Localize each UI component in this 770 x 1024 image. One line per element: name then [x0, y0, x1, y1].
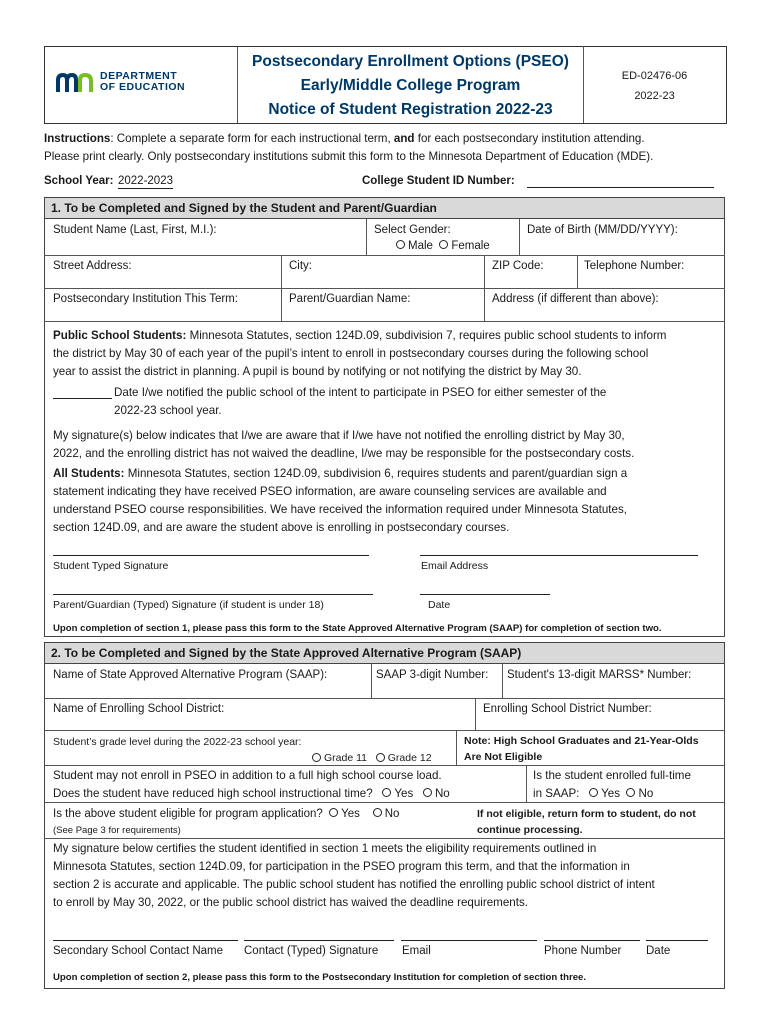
fulltime-question: Is the student enrolled full-time in SAAP: Yes No [533, 769, 691, 800]
contact-phone-line[interactable] [544, 940, 640, 941]
gender-label: Select Gender: [374, 224, 451, 236]
grade-12-radio[interactable] [376, 753, 385, 762]
mn-logo-icon [56, 72, 94, 94]
grade-options: Grade 11 Grade 12 [312, 751, 432, 766]
mde-logo [56, 70, 206, 96]
student-name-field[interactable]: Student Name (Last, First, M.I.): [53, 224, 217, 236]
section1-completion-note: Upon completion of section 1, please pass this form to the State Approved Alternative Program (SAAP) for completion of section two. [53, 623, 662, 634]
contact-email-line[interactable] [401, 940, 537, 941]
contact-date-label: Date [646, 945, 671, 957]
course-load-text: Student may not enroll in PSEO in addition to a full high school course load. Does the student have reduced high school instructional time? Yes No [53, 769, 450, 800]
contact-name-label: Secondary School Contact Name [53, 945, 224, 957]
contact-email-label: Email [402, 945, 431, 957]
female-radio[interactable] [439, 240, 448, 249]
guardian-field[interactable]: Parent/Guardian Name: [289, 293, 411, 305]
grade-label: Student’s grade level during the 2022-23 school year: [53, 736, 302, 748]
form-year: 2022-23 [634, 90, 675, 102]
marss-number-field[interactable]: Student's 13-digit MARSS* Number: [507, 669, 692, 681]
contact-phone-label: Phone Number [544, 945, 622, 957]
phone-field[interactable]: Telephone Number: [584, 260, 685, 272]
student-signature-line[interactable] [53, 555, 369, 556]
section1-heading: 1. To be Completed and Signed by the Student and Parent/Guardian [44, 197, 725, 219]
instructions-label: Instructions [44, 132, 111, 145]
fulltime-yes-radio[interactable] [589, 788, 598, 797]
address-alt-field[interactable]: Address (if different than above): [492, 293, 659, 305]
signature-paragraph: My signature(s) below indicates that I/we are aware that if I/we have not notified the enrolling district by May 30, 2022, and the enrolling district has not waived the deadline, I/we may be responsible for the postsecondary costs. [53, 429, 635, 460]
section2-heading: 2. To be Completed and Signed by the State Approved Alternative Program (SAAP) [44, 642, 725, 664]
eligible-no-radio[interactable] [373, 808, 382, 817]
form-id: ED-02476-06 [621, 70, 688, 82]
saap-number-field[interactable]: SAAP 3-digit Number: [376, 669, 489, 681]
section2-completion-note: Upon completion of section 2, please pass this form to the Postsecondary Institution for completion of section three. [53, 972, 587, 983]
svg-text:mn: mn [75, 89, 77, 90]
fulltime-no-radio[interactable] [626, 788, 635, 797]
dob-field[interactable]: Date of Birth (MM/DD/YYYY): [527, 224, 678, 236]
contact-date-line[interactable] [646, 940, 708, 941]
district-name-field[interactable]: Name of Enrolling School District: [53, 703, 225, 715]
gender-options: Male Female [396, 239, 490, 254]
graduate-note: Note: High School Graduates and 21-Year-Olds Are Not Eligible [464, 735, 699, 763]
date-notified-text: Date I/we notified the public school of the intent to participate in PSEO for either semester of the 2022-23 school year. [114, 386, 607, 417]
contact-name-line[interactable] [53, 940, 238, 941]
title-line-2: Early/Middle College Program [300, 77, 521, 94]
logo-line-2: OF EDUCATION [100, 81, 186, 93]
city-field[interactable]: City: [289, 260, 312, 272]
zip-field[interactable]: ZIP Code: [492, 260, 544, 272]
saap-name-field[interactable]: Name of State Approved Alternative Program (SAAP): [53, 669, 328, 681]
college-id-field[interactable] [527, 187, 714, 188]
parent-signature-label: Parent/Guardian (Typed) Signature (if student is under 18) [53, 599, 324, 611]
public-school-paragraph: Public School Students: Minnesota Statutes, section 124D.09, subdivision 7, requires public school students to inform the district by May 30 of each year of the pupil’s intent to enroll in postsecondary courses during the following school year to assist the district in planning. A pupil is bound by notifying or not notifying the district by May 30. [53, 329, 667, 378]
parent-date-line[interactable] [420, 594, 550, 595]
reduced-no-radio[interactable] [423, 788, 432, 797]
eligible-yes-radio[interactable] [329, 808, 338, 817]
title-line-1: Postsecondary Enrollment Options (PSEO) [252, 53, 569, 70]
student-signature-label: Student Typed Signature [53, 560, 169, 572]
institution-field[interactable]: Postsecondary Institution This Term: [53, 293, 238, 305]
instructions: Instructions: Complete a separate form for each instructional term, and for each postsecondary institution attending. Please print clearly. Only postsecondary institutions submit this form to the Minnesota Department of Education (MDE). [44, 132, 654, 163]
email-label: Email Address [421, 560, 489, 572]
school-year-value[interactable]: 2022-2023 [118, 175, 173, 187]
college-id-label: College Student ID Number: [362, 175, 515, 187]
contact-signature-line[interactable] [244, 940, 394, 941]
contact-signature-label: Contact (Typed) Signature [244, 945, 379, 957]
grade-11-radio[interactable] [312, 753, 321, 762]
logo-line-1: DEPARTMENT [100, 70, 178, 82]
parent-date-label: Date [428, 599, 451, 611]
parent-signature-line[interactable] [53, 594, 373, 595]
male-radio[interactable] [396, 240, 405, 249]
date-notified-field[interactable] [53, 398, 112, 399]
reduced-yes-radio[interactable] [382, 788, 391, 797]
title-line-3: Notice of Student Registration 2022-23 [268, 101, 553, 118]
not-eligible-note: If not eligible, return form to student, do not continue processing. [477, 808, 696, 836]
street-field[interactable]: Street Address: [53, 260, 132, 272]
email-line[interactable] [420, 555, 698, 556]
certification-paragraph: My signature below certifies the student identified in section 1 meets the eligibility requirements outlined in Minnesota Statutes, section 124D.09, for participation in the PSEO program this term, and that the information in section 2 is accurate and applicable. The public school student has notified the enrolling public school district of intent to enroll by May 30, 2022, or the public school district has waived the deadline requirements. [53, 842, 655, 909]
eligible-question: Is the above student eligible for program application? Yes No [53, 808, 400, 820]
see-page-note: (See Page 3 for requirements) [53, 825, 181, 836]
school-year-label: School Year: [44, 175, 114, 187]
district-number-field[interactable]: Enrolling School District Number: [483, 703, 652, 715]
all-students-paragraph: All Students: Minnesota Statutes, section 124D.09, subdivision 6, requires students and parent/guardian sign a statement indicating they have received PSEO information, are aware counseling services are available and understand PSEO course responsibilities. We have received the information required under Minnesota Statutes, section 124D.09, and are aware the student above is enrolling in postsecondary courses. [53, 467, 628, 534]
